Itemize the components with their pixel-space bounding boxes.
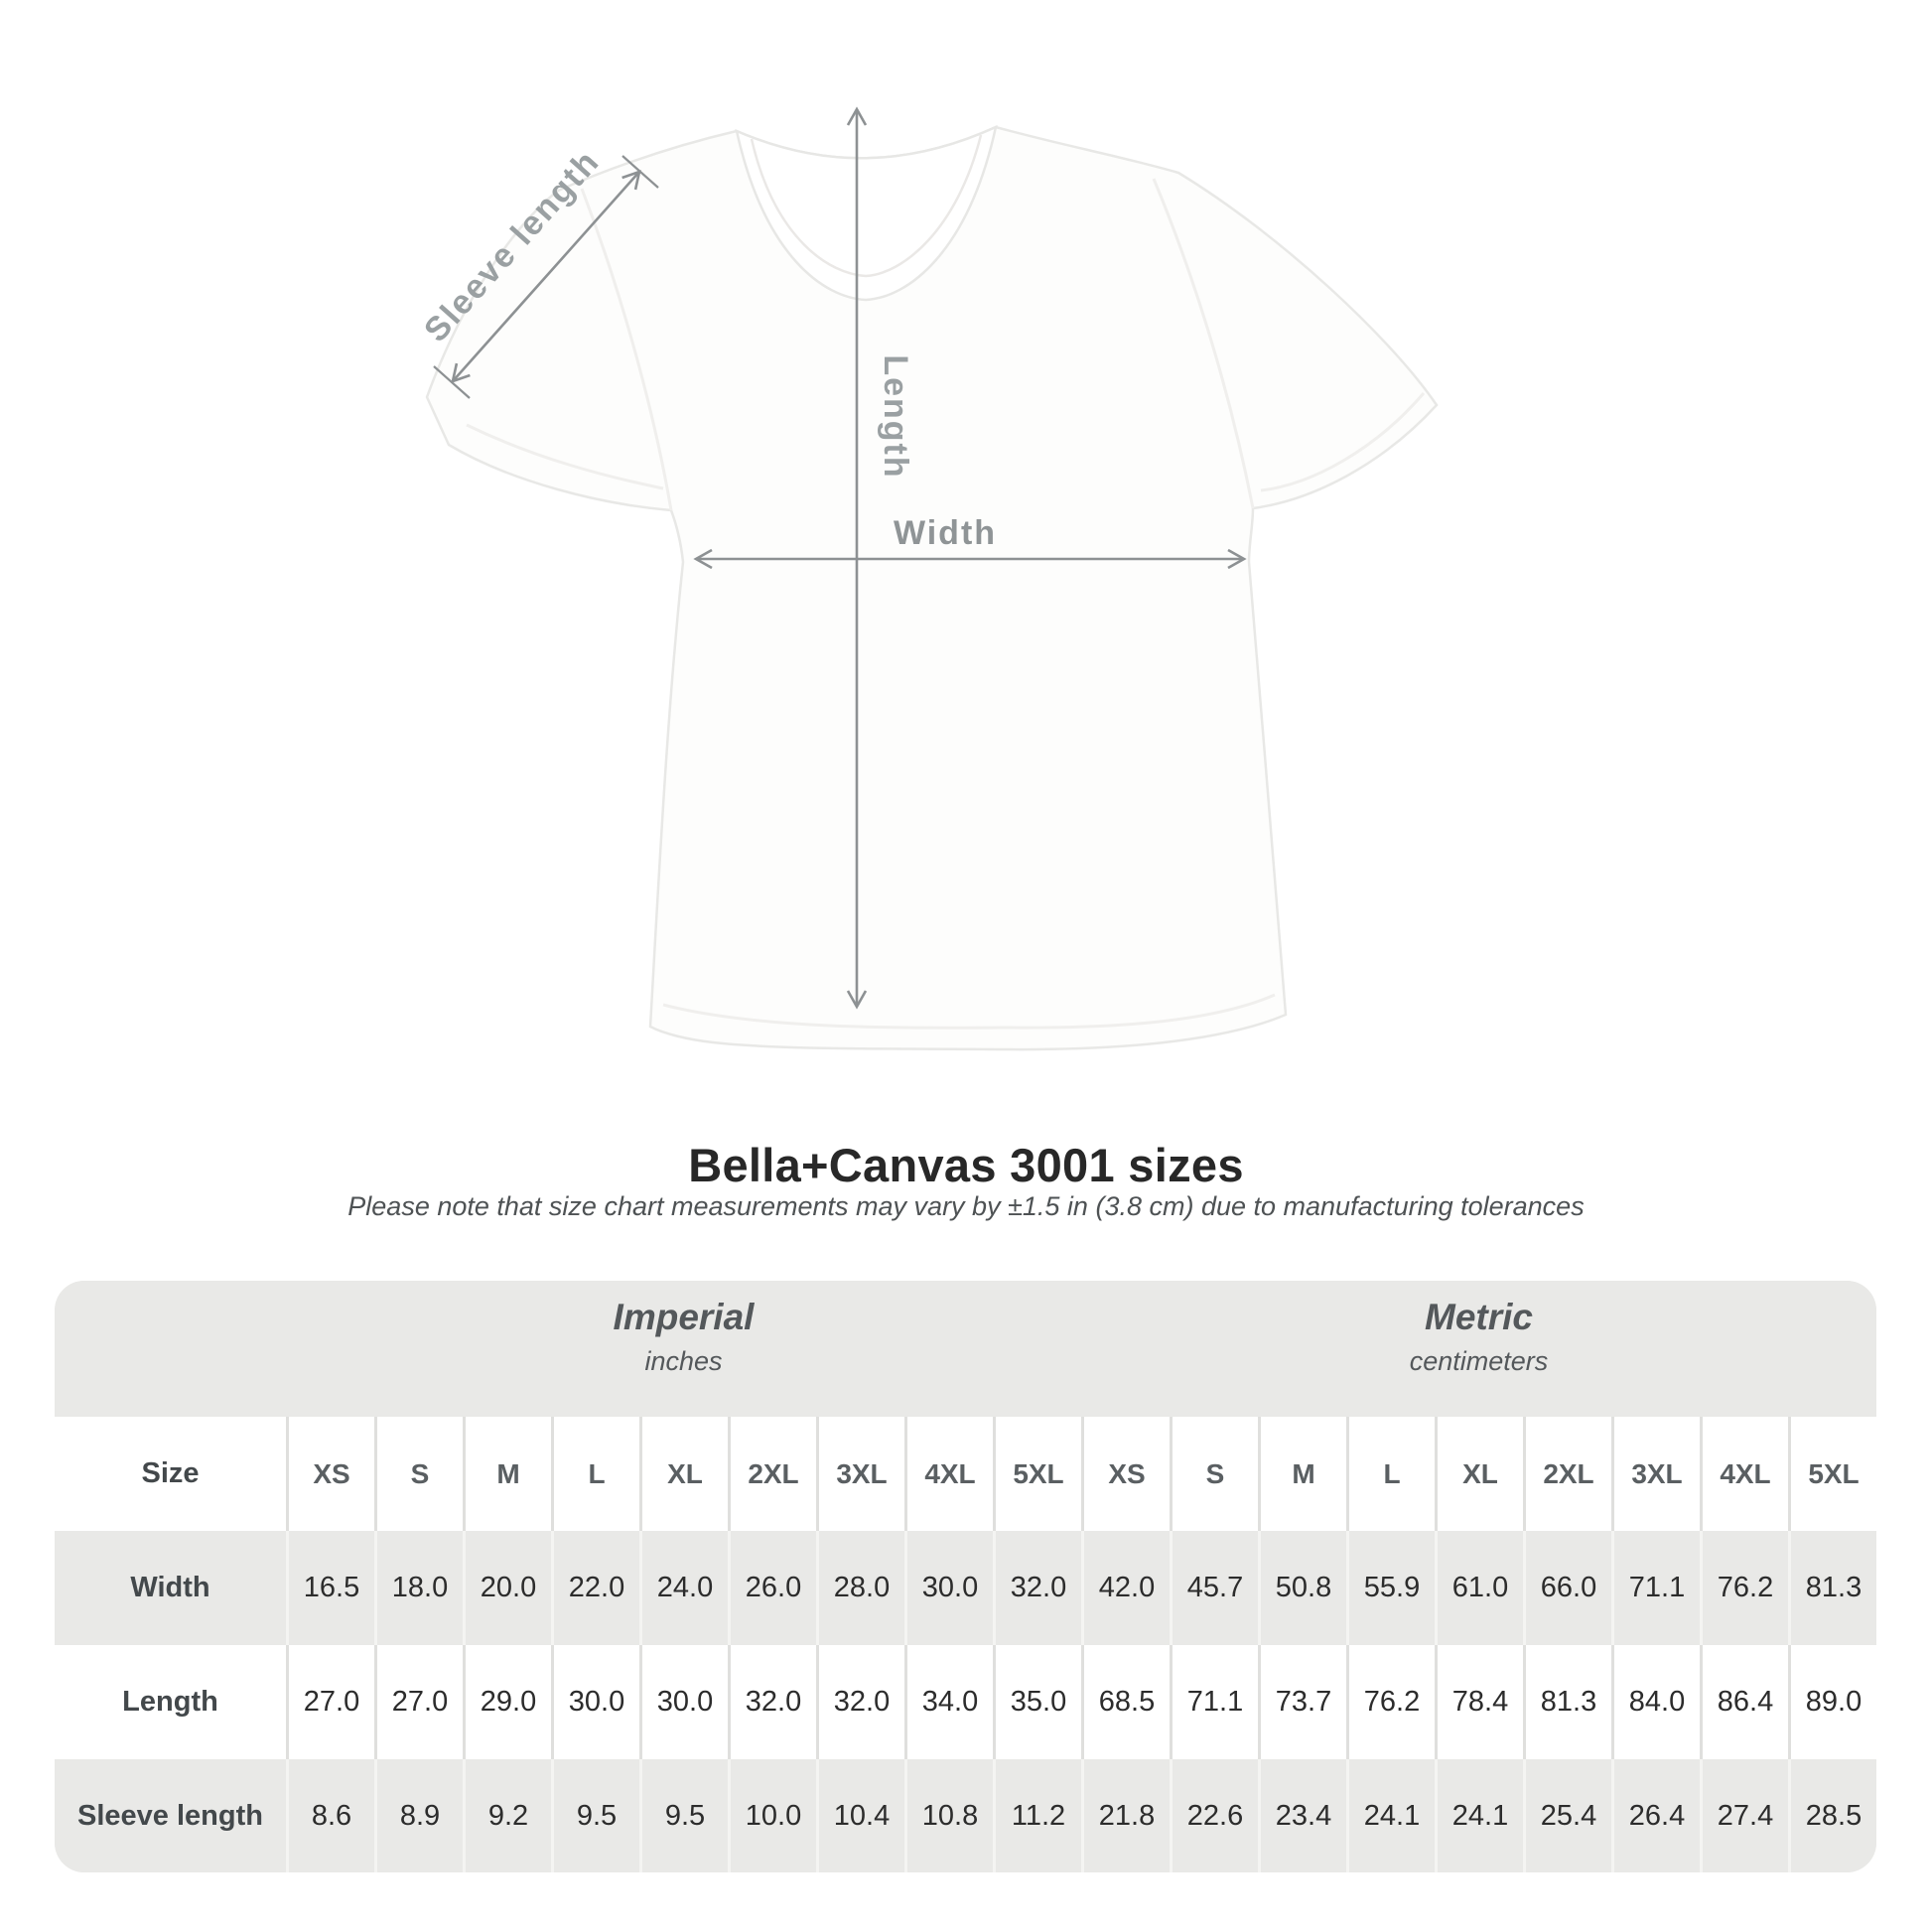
width-imperial-5xl: 32.0 <box>993 1531 1081 1645</box>
length-metric-xl: 78.4 <box>1435 1645 1523 1759</box>
sleeve-imperial-3xl: 10.4 <box>816 1759 904 1872</box>
sleeve-imperial-m: 9.2 <box>463 1759 551 1872</box>
table-row-sleeve-length <box>55 1759 1876 1872</box>
row-label-length: Length <box>122 1686 218 1718</box>
row-label-sleeve-length: Sleeve length <box>77 1799 263 1832</box>
size-column-label: Size <box>141 1457 200 1489</box>
width-metric-5xl: 81.3 <box>1788 1531 1876 1645</box>
width-metric-3xl: 71.1 <box>1611 1531 1700 1645</box>
sleeve-metric-xl: 24.1 <box>1435 1759 1523 1872</box>
size-header-imperial-5xl: 5XL <box>993 1417 1081 1531</box>
size-header-metric-2xl: 2XL <box>1523 1417 1611 1531</box>
metric-title: Metric <box>1425 1297 1533 1337</box>
size-header-metric-3xl: 3XL <box>1611 1417 1700 1531</box>
length-metric-xs: 68.5 <box>1081 1645 1170 1759</box>
length-metric-4xl: 86.4 <box>1700 1645 1788 1759</box>
sleeve-metric-s: 22.6 <box>1170 1759 1258 1872</box>
row-label-width: Width <box>130 1572 210 1603</box>
size-table <box>55 1281 1876 1872</box>
length-imperial-5xl: 35.0 <box>993 1645 1081 1759</box>
sleeve-metric-3xl: 26.4 <box>1611 1759 1700 1872</box>
unit-group-spacer <box>55 1281 286 1417</box>
length-label: Length <box>877 354 914 480</box>
width-metric-xl: 61.0 <box>1435 1531 1523 1645</box>
size-header-imperial-2xl: 2XL <box>728 1417 816 1531</box>
metric-unit: centimeters <box>1409 1346 1549 1376</box>
unit-group-header-row <box>55 1281 1876 1417</box>
sleeve-metric-l: 24.1 <box>1346 1759 1435 1872</box>
width-metric-xs: 42.0 <box>1081 1531 1170 1645</box>
width-imperial-m: 20.0 <box>463 1531 551 1645</box>
length-metric-l: 76.2 <box>1346 1645 1435 1759</box>
size-header-metric-xs: XS <box>1081 1417 1170 1531</box>
size-header-imperial-xl: XL <box>639 1417 728 1531</box>
sleeve-imperial-2xl: 10.0 <box>728 1759 816 1872</box>
size-header-metric-s: S <box>1170 1417 1258 1531</box>
sleeve-metric-5xl: 28.5 <box>1788 1759 1876 1872</box>
sleeve-metric-4xl: 27.4 <box>1700 1759 1788 1872</box>
size-header-metric-m: M <box>1258 1417 1346 1531</box>
width-metric-s: 45.7 <box>1170 1531 1258 1645</box>
width-metric-m: 50.8 <box>1258 1531 1346 1645</box>
length-imperial-s: 27.0 <box>374 1645 463 1759</box>
length-imperial-xs: 27.0 <box>286 1645 374 1759</box>
size-header-imperial-l: L <box>551 1417 639 1531</box>
sleeve-length-label: Sleeve length <box>417 142 608 349</box>
width-imperial-4xl: 30.0 <box>904 1531 993 1645</box>
imperial-title: Imperial <box>613 1297 755 1337</box>
width-imperial-2xl: 26.0 <box>728 1531 816 1645</box>
length-metric-2xl: 81.3 <box>1523 1645 1611 1759</box>
table-row-width <box>55 1531 1876 1645</box>
sleeve-metric-xs: 21.8 <box>1081 1759 1170 1872</box>
length-metric-3xl: 84.0 <box>1611 1645 1700 1759</box>
width-imperial-xl: 24.0 <box>639 1531 728 1645</box>
width-imperial-l: 22.0 <box>551 1531 639 1645</box>
length-metric-s: 71.1 <box>1170 1645 1258 1759</box>
size-header-metric-l: L <box>1346 1417 1435 1531</box>
imperial-unit: inches <box>644 1346 723 1376</box>
sleeve-imperial-xs: 8.6 <box>286 1759 374 1872</box>
page-subtitle: Please note that size chart measurements may vary by ±1.5 in (3.8 cm) due to manufacturing tolerances <box>347 1191 1585 1221</box>
metric-group-header <box>1081 1281 1876 1417</box>
size-header-imperial-m: M <box>463 1417 551 1531</box>
width-imperial-3xl: 28.0 <box>816 1531 904 1645</box>
sleeve-metric-m: 23.4 <box>1258 1759 1346 1872</box>
imperial-group-header <box>286 1281 1081 1417</box>
width-metric-l: 55.9 <box>1346 1531 1435 1645</box>
size-header-imperial-4xl: 4XL <box>904 1417 993 1531</box>
size-header-metric-xl: XL <box>1435 1417 1523 1531</box>
width-metric-4xl: 76.2 <box>1700 1531 1788 1645</box>
width-metric-2xl: 66.0 <box>1523 1531 1611 1645</box>
length-metric-m: 73.7 <box>1258 1645 1346 1759</box>
size-header-imperial-xs: XS <box>286 1417 374 1531</box>
width-imperial-s: 18.0 <box>374 1531 463 1645</box>
sleeve-imperial-l: 9.5 <box>551 1759 639 1872</box>
length-imperial-4xl: 34.0 <box>904 1645 993 1759</box>
length-imperial-2xl: 32.0 <box>728 1645 816 1759</box>
width-imperial-xs: 16.5 <box>286 1531 374 1645</box>
table-row-length <box>55 1645 1876 1759</box>
size-header-metric-5xl: 5XL <box>1788 1417 1876 1531</box>
sleeve-imperial-4xl: 10.8 <box>904 1759 993 1872</box>
size-header-row <box>55 1417 1876 1531</box>
sleeve-imperial-5xl: 11.2 <box>993 1759 1081 1872</box>
page-title: Bella+Canvas 3001 sizes <box>688 1139 1244 1191</box>
size-header-metric-4xl: 4XL <box>1700 1417 1788 1531</box>
length-metric-5xl: 89.0 <box>1788 1645 1876 1759</box>
length-imperial-xl: 30.0 <box>639 1645 728 1759</box>
size-header-imperial-s: S <box>374 1417 463 1531</box>
length-imperial-3xl: 32.0 <box>816 1645 904 1759</box>
width-label: Width <box>893 514 998 552</box>
length-imperial-l: 30.0 <box>551 1645 639 1759</box>
sleeve-imperial-s: 8.9 <box>374 1759 463 1872</box>
size-header-imperial-3xl: 3XL <box>816 1417 904 1531</box>
length-imperial-m: 29.0 <box>463 1645 551 1759</box>
sleeve-imperial-xl: 9.5 <box>639 1759 728 1872</box>
sleeve-metric-2xl: 25.4 <box>1523 1759 1611 1872</box>
